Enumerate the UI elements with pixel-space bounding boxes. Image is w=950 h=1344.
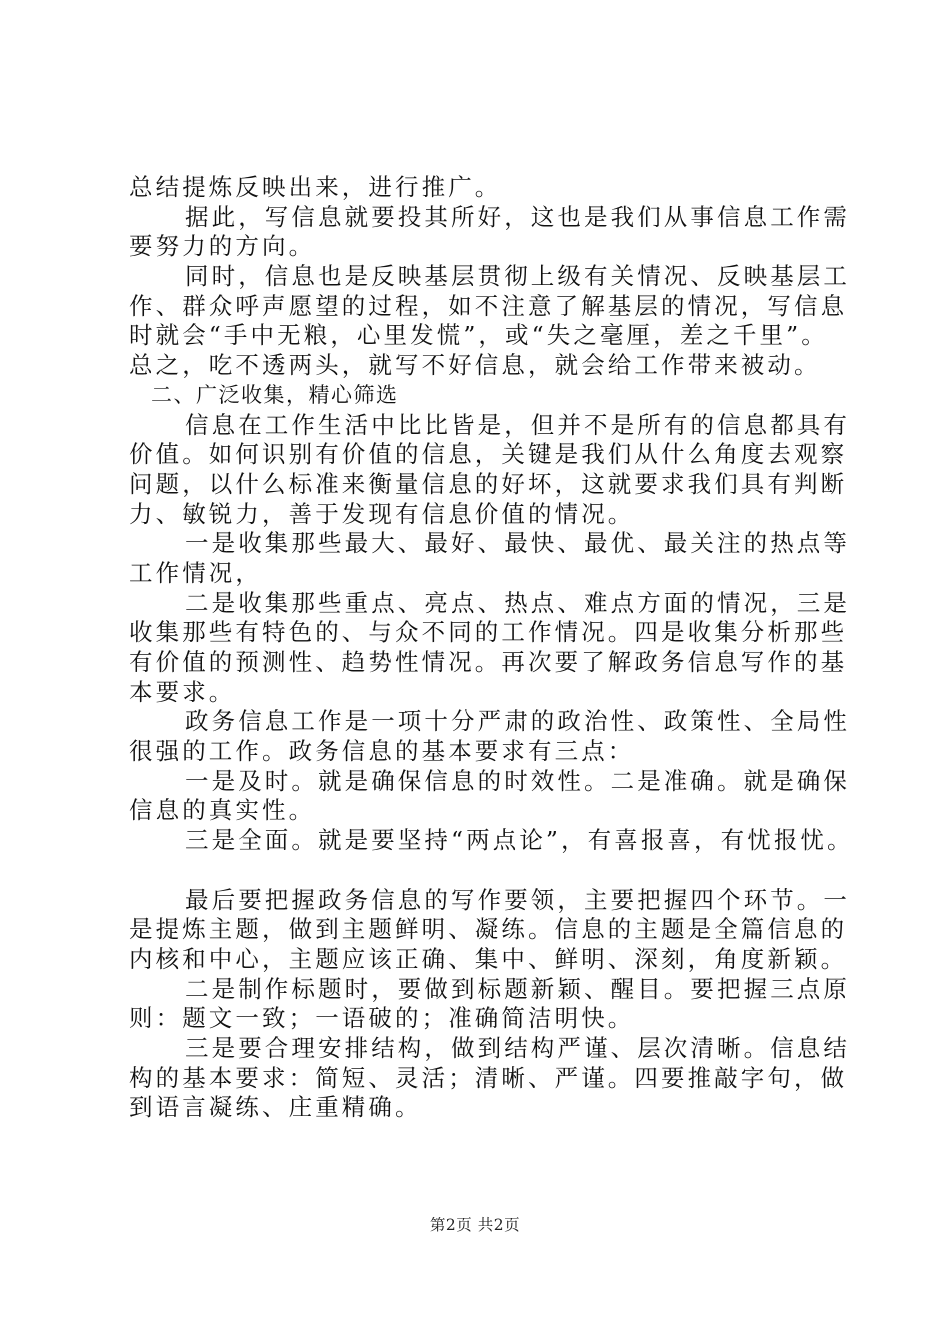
text-line: 最后要把握政务信息的写作要领，主要把握四个环节。一	[185, 885, 850, 914]
blank-line	[129, 856, 841, 886]
text-line: 价值。如何识别有价值的信息，关键是我们从什么角度去观察	[129, 440, 848, 469]
text-line: 二是制作标题时，要做到标题新颖、醒目。要把握三点原	[185, 974, 850, 1003]
text-line: 总结提炼反映出来，进行推广。	[129, 173, 502, 201]
text-line: 信息的真实性。	[129, 796, 316, 825]
text-line: 则：题文一致；一语破的；准确简洁明快。	[129, 1004, 635, 1033]
text-line: 收集那些有特色的、与众不同的工作情况。四是收集分析那些	[129, 618, 848, 647]
text-line: 一是收集那些最大、最好、最快、最优、最关注的热点等	[185, 529, 850, 558]
text-line: 总之，吃不透两头，就写不好信息，就会给工作带来被动。	[129, 351, 821, 380]
text-line: 要努力的方向。	[129, 232, 316, 261]
text-line: 三是要合理安排结构，做到结构严谨、层次清晰。信息结	[185, 1033, 850, 1062]
text-line: 到语言凝练、庄重精确。	[129, 1093, 422, 1122]
text-line: 本要求。	[129, 677, 236, 706]
text-line: 很强的工作。政务信息的基本要求有三点：	[129, 737, 635, 766]
text-line: 政务信息工作是一项十分严肃的政治性、政策性、全局性	[185, 707, 850, 736]
text-line: 问题，以什么标准来衡量信息的好坏，这就要求我们具有判断	[129, 469, 848, 498]
text-line: 有价值的预测性、趋势性情况。再次要了解政务信息写作的基	[129, 648, 848, 676]
text-line: 一是及时。就是确保信息的时效性。二是准确。就是确保	[185, 766, 850, 795]
page-footer: 第2页 共2页	[429, 1216, 521, 1234]
text-line: 内核和中心，主题应该正确、集中、鲜明、深刻，角度新颖。	[129, 944, 848, 973]
text-line: 二是收集那些重点、亮点、热点、难点方面的情况，三是	[185, 588, 850, 617]
section-heading: 二、广泛收集，精心筛选	[151, 382, 399, 407]
text-line: 同时，信息也是反映基层贯彻上级有关情况、反映基层工	[185, 262, 850, 291]
text-line: 是提炼主题，做到主题鲜明、凝练。信息的主题是全篇信息的	[129, 915, 848, 944]
text-line: 据此，写信息就要投其所好，这也是我们从事信息工作需	[185, 202, 850, 231]
document-body	[129, 173, 854, 1123]
text-line: 构的基本要求：简短、灵活；清晰、严谨。四要推敲字句，做	[129, 1063, 848, 1092]
text-line: 信息在工作生活中比比皆是，但并不是所有的信息都具有	[185, 410, 850, 439]
text-line: 工作情况，	[129, 558, 262, 587]
text-line: 力、敏锐力，善于发现有信息价值的情况。	[129, 499, 635, 528]
text-line: 作、群众呼声愿望的过程，如不注意了解基层的情况，写信息	[129, 291, 848, 320]
text-line: 三是全面。就是要坚持“两点论”，有喜报喜，有忧报忧。	[185, 826, 854, 855]
text-line: 时就会“手中无粮，心里发慌”，或“失之毫厘，差之千里”。	[129, 321, 828, 350]
